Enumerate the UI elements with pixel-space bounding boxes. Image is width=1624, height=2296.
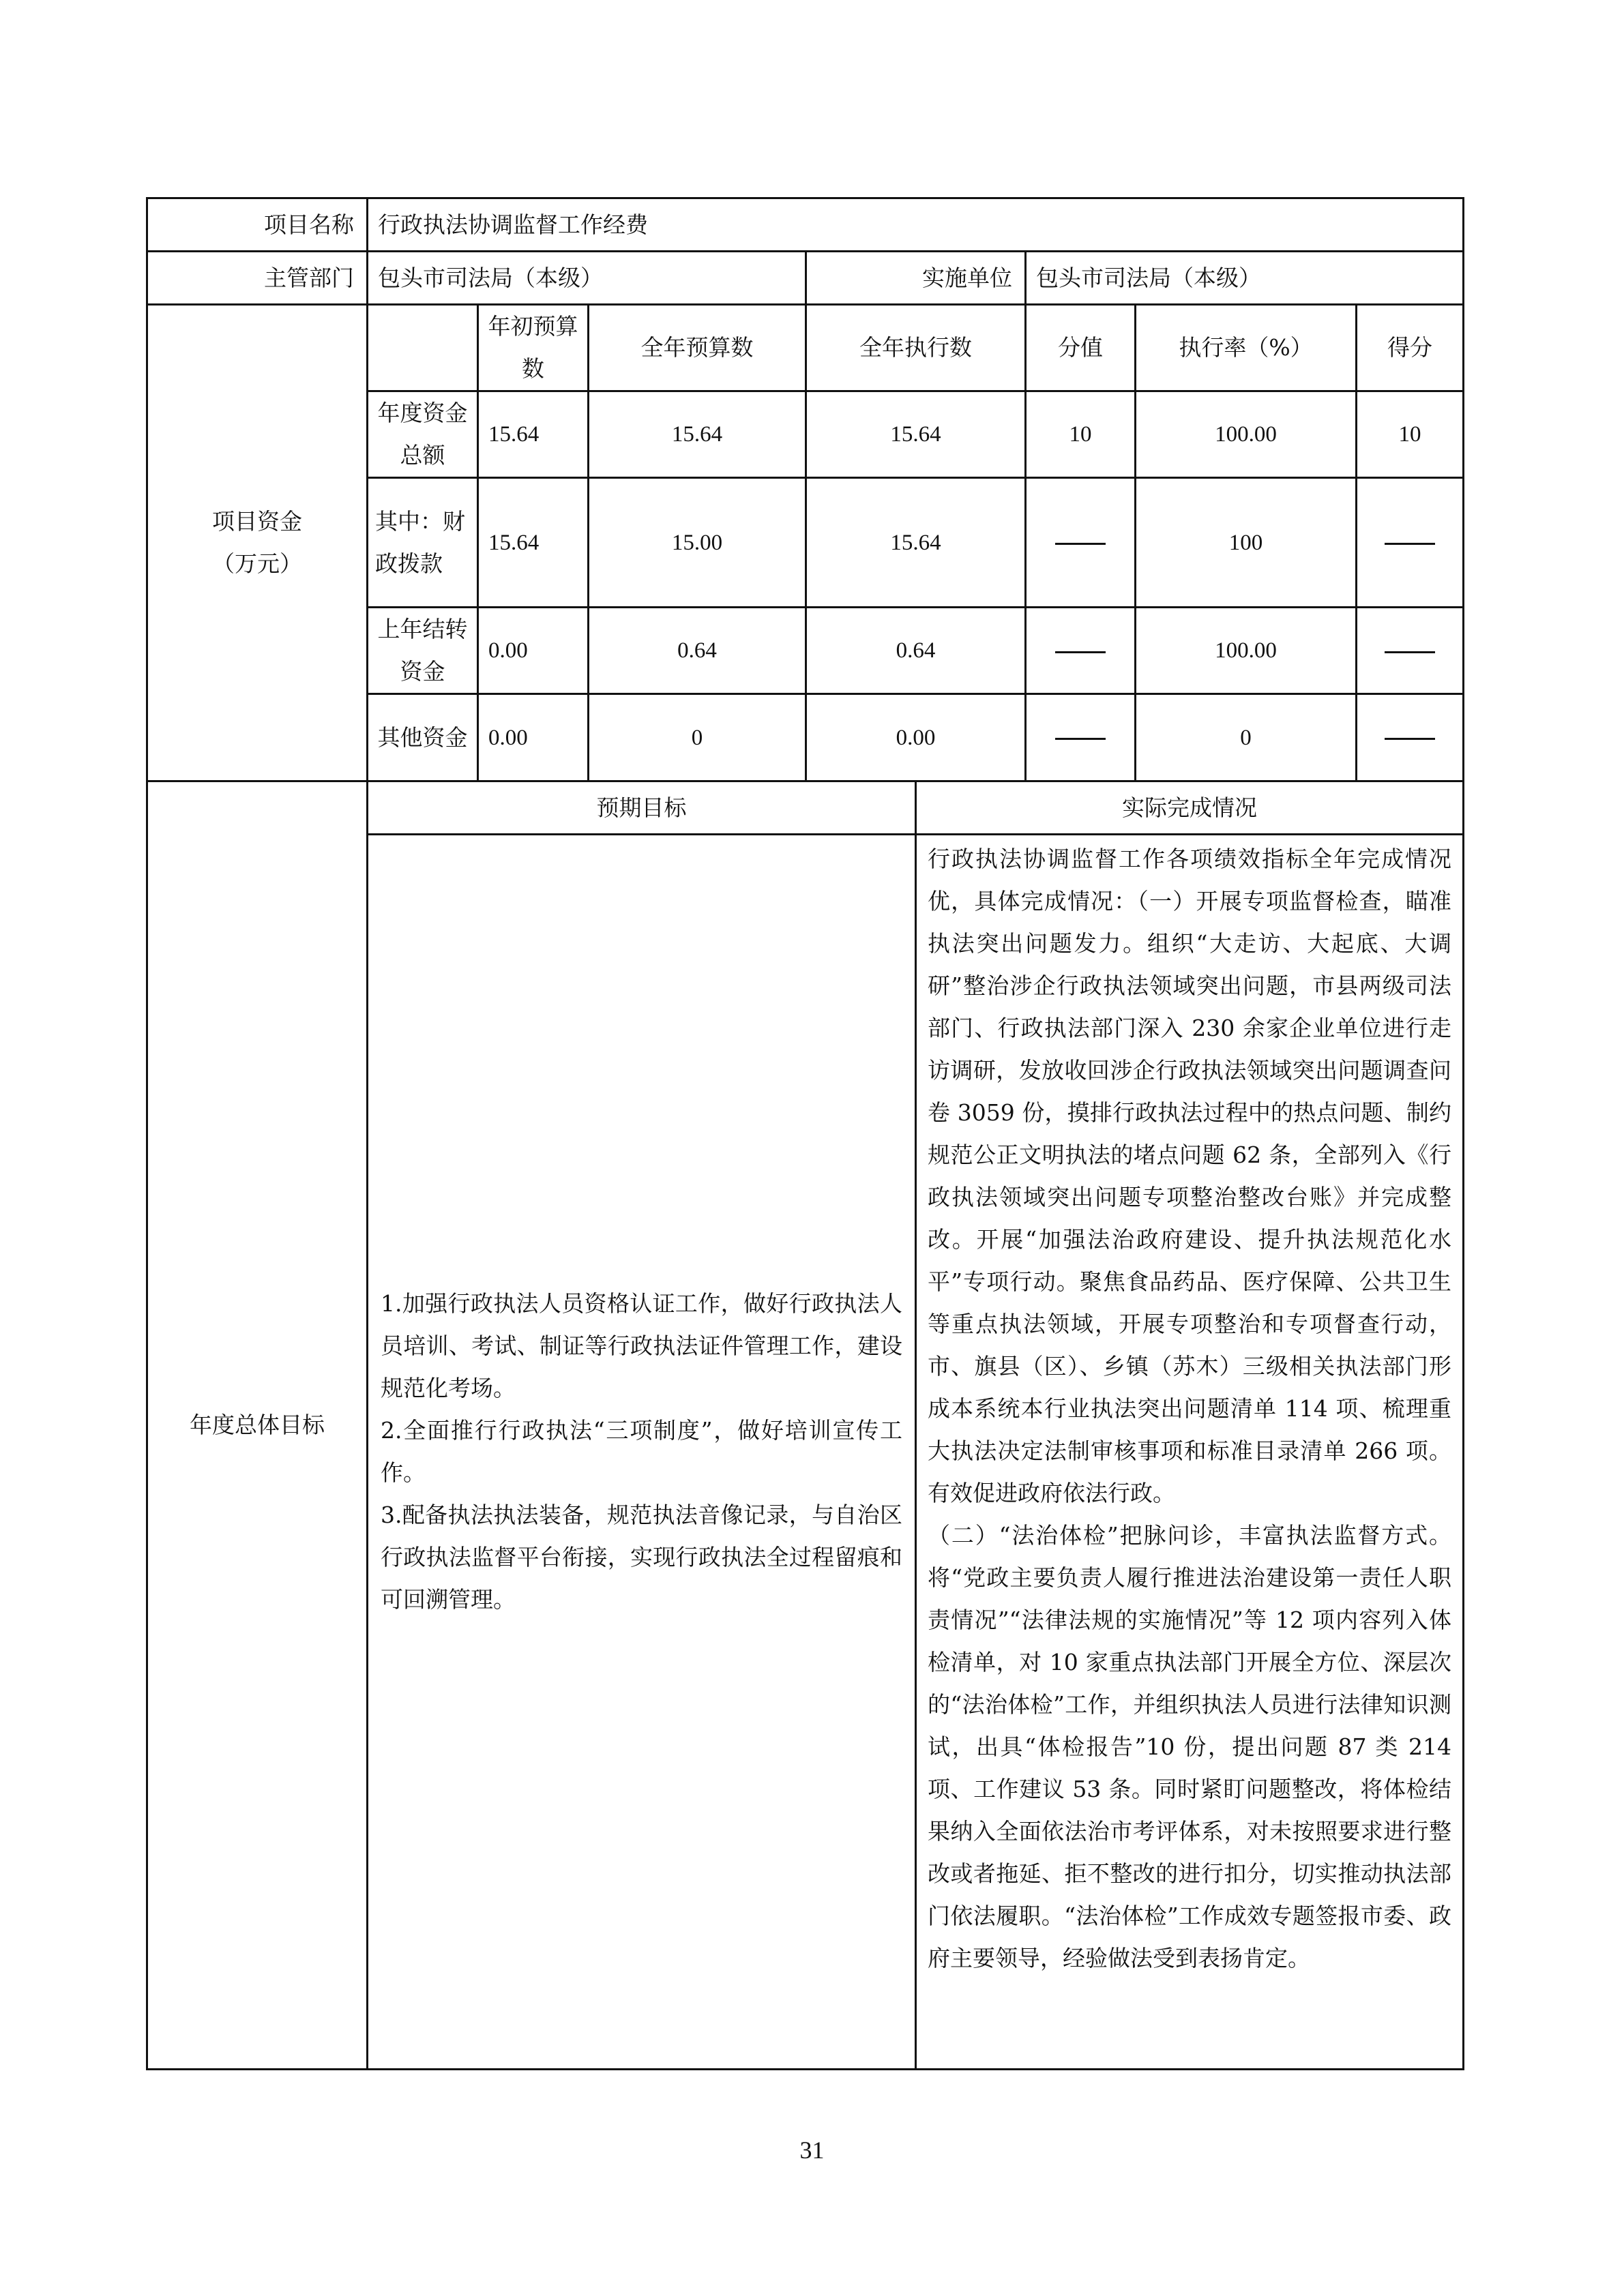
funding-header-blank [368, 305, 478, 391]
funding-label-line1: 项目资金 [212, 508, 302, 535]
expected-goal-item: 3.配备执法执法装备，规范执法音像记录，与自治区行政执法监督平台衔接，实现行政执法全过程留痕和可回溯管理。 [381, 1502, 902, 1613]
impl-value: 包头市司法局（本级） [1026, 252, 1464, 305]
dept-value: 包头市司法局（本级） [368, 252, 806, 305]
weight-value [1026, 608, 1136, 694]
row-project-name [147, 198, 1464, 252]
actual-completion-header: 实际完成情况 [916, 781, 1464, 835]
dash-placeholder [1055, 738, 1106, 740]
project-name-value: 行政执法协调监督工作经费 [368, 198, 1464, 252]
header-annual-budget: 全年预算数 [589, 305, 806, 391]
executed-value: 15.64 [806, 478, 1026, 608]
impl-label: 实施单位 [806, 252, 1026, 305]
funding-header-row [147, 305, 1464, 391]
expected-goal-item: 1.加强行政执法人员资格认证工作，做好行政执法人员培训、考试、制证等行政执法证件管理工作，建设规范化考场。 [381, 1290, 902, 1401]
funding-row-label: 上年结转资金 [368, 608, 478, 694]
funding-row-label: 年度资金总额 [368, 391, 478, 478]
score-value [1357, 478, 1464, 608]
header-weight: 分值 [1026, 305, 1136, 391]
annual-budget-value: 0 [589, 694, 806, 781]
rate-value: 100 [1136, 478, 1357, 608]
funding-row-label: 其中：财政拨款 [368, 478, 478, 608]
performance-table [146, 197, 1464, 2070]
initial-value: 0.00 [478, 608, 589, 694]
annual-budget-value: 15.00 [589, 478, 806, 608]
initial-value: 15.64 [478, 478, 589, 608]
executed-value: 15.64 [806, 391, 1026, 478]
row-department [147, 252, 1464, 305]
page-number: 31 [799, 2136, 825, 2164]
initial-value: 0.00 [478, 694, 589, 781]
actual-completion-paragraph: 行政执法协调监督工作各项绩效指标全年完成情况优，具体完成情况：（一）开展专项监督检查，瞄准执法突出问题发力。组织“大走访、大起底、大调研”整治涉企行政执法领域突出问题，市县两级司法部门、行政执法部门深入 230 余家企业单位进行走访调研，发放收回涉企行政执法领域突出问题调查问卷 3059 份，摸排行政执法过程中的热点问题、制约规范公正文明执法的堵点问题 62 条，全部列入《行政执法领域突出问题专项整治整改台账》并完成整改。开展“加强法治政府建设、提升执法规范化水平”专项行动。聚焦食品药品、医疗保障、公共卫生等重点执法领域，开展专项整治和专项督查行动，市、旗县（区）、乡镇（苏木）三级相关执法部门形成本系统本行业执法突出问题清单 114 项、梳理重大执法决定法制审核事项和标准目录清单 266 项。有效促进政府依法行政。 [928, 846, 1451, 1506]
goals-section-label: 年度总体目标 [147, 781, 368, 2070]
dash-placeholder [1385, 651, 1435, 653]
score-value [1357, 608, 1464, 694]
dept-label: 主管部门 [147, 252, 368, 305]
header-exec-rate: 执行率（%） [1136, 305, 1357, 391]
expected-goals-cell [368, 835, 916, 2070]
dash-placeholder [1055, 651, 1106, 653]
actual-completion-paragraph: （二）“法治体检”把脉问诊，丰富执法监督方式。将“党政主要负责人履行推进法治建设第一责任人职责情况”“法律法规的实施情况”等 12 项内容列入体检清单，对 10 家重点执法部门开展全方位、深层次的“法治体检”工作，并组织执法人员进行法律知识测试，出具“体检报告”10 份，提出问题 87 类 214 项、工作建议 53 条。同时紧盯问题整改，将体检结果纳入全面依法治市考评体系，对未按照要求进行整改或者拖延、拒不整改的进行扣分，切实推动执法部门依法履职。“法治体检”工作成效专题签报市委、政府主要领导，经验做法受到表扬肯定。 [928, 1522, 1451, 1971]
score-value: 10 [1357, 391, 1464, 478]
goals-header-row [147, 781, 1464, 835]
weight-value: 10 [1026, 391, 1136, 478]
executed-value: 0.00 [806, 694, 1026, 781]
expected-goal-header: 预期目标 [368, 781, 916, 835]
score-value [1357, 694, 1464, 781]
annual-budget-value: 15.64 [589, 391, 806, 478]
rate-value: 100.00 [1136, 608, 1357, 694]
actual-completion-cell [916, 835, 1464, 2070]
rate-value: 100.00 [1136, 391, 1357, 478]
weight-value [1026, 478, 1136, 608]
dash-placeholder [1385, 738, 1435, 740]
annual-budget-value: 0.64 [589, 608, 806, 694]
project-name-label: 项目名称 [147, 198, 368, 252]
expected-goal-item: 2.全面推行行政执法“三项制度”，做好培训宣传工作。 [381, 1417, 902, 1486]
initial-value: 15.64 [478, 391, 589, 478]
executed-value: 0.64 [806, 608, 1026, 694]
funding-section-label [147, 305, 368, 781]
dash-placeholder [1055, 543, 1106, 545]
header-initial-budget: 年初预算数 [478, 305, 589, 391]
dash-placeholder [1385, 543, 1435, 545]
funding-label-line2: （万元） [212, 550, 302, 577]
funding-row-label: 其他资金 [368, 694, 478, 781]
rate-value: 0 [1136, 694, 1357, 781]
weight-value [1026, 694, 1136, 781]
header-executed: 全年执行数 [806, 305, 1026, 391]
header-score: 得分 [1357, 305, 1464, 391]
